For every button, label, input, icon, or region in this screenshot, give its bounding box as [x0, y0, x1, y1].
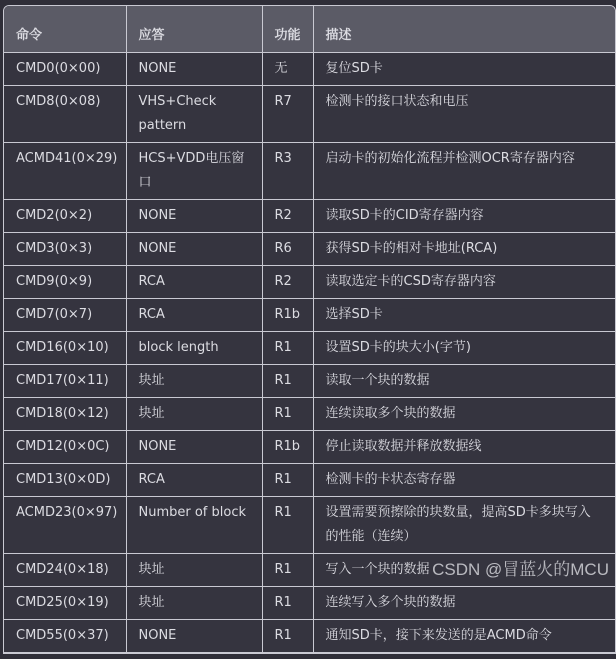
table-row: [4, 53, 615, 86]
cell-command: [4, 332, 126, 365]
cell-text: CMD2(0×2): [16, 208, 93, 223]
cell-text: CMD9(0×9): [16, 274, 93, 289]
cell-function: [262, 332, 313, 365]
table-row: [4, 86, 615, 143]
cell-text: NONE: [138, 241, 177, 256]
cell-response: [126, 464, 262, 497]
cell-response: [126, 365, 262, 398]
cell-command: [4, 266, 126, 299]
table-row: [4, 587, 615, 620]
cell-text: VHS+Check pattern: [138, 94, 217, 133]
cell-text: CMD55(0×37): [16, 628, 109, 643]
cell-function: [262, 86, 313, 143]
cell-command: [4, 143, 126, 200]
cell-text: R2: [274, 274, 292, 289]
cell-response: [126, 53, 262, 86]
cell-text: NONE: [138, 439, 177, 454]
cell-text: R1: [274, 373, 292, 388]
cell-description: [313, 332, 615, 365]
cell-text: 块址: [138, 595, 165, 610]
cell-text: Number of block: [138, 505, 247, 520]
cell-function: [262, 233, 313, 266]
header-command: 命令: [4, 6, 126, 53]
cell-text: R2: [274, 208, 292, 223]
cell-response: [126, 497, 262, 554]
cell-response: [126, 431, 262, 464]
cell-text: CMD18(0×12): [16, 406, 109, 421]
cell-function: [262, 299, 313, 332]
table-row: [4, 554, 615, 587]
cell-function: [262, 620, 313, 653]
table-row: [4, 398, 615, 431]
cell-text: R1: [274, 562, 292, 577]
cell-command: [4, 497, 126, 554]
cell-text: CMD0(0×00): [16, 61, 101, 76]
cell-text: R1: [274, 505, 292, 520]
cell-text: RCA: [138, 274, 165, 289]
cell-command: [4, 398, 126, 431]
cell-function: [262, 398, 313, 431]
cell-text: block length: [138, 340, 219, 355]
table-row: [4, 365, 615, 398]
cell-description: [313, 143, 615, 200]
cell-response: [126, 266, 262, 299]
cell-text: CMD25(0×19): [16, 595, 109, 610]
cell-text: 获得SD卡的相对卡地址(RCA): [325, 241, 498, 256]
cell-description: [313, 266, 615, 299]
table-row: [4, 143, 615, 200]
table-row: [4, 233, 615, 266]
cell-text: NONE: [138, 61, 177, 76]
table-row: [4, 431, 615, 464]
cell-text: CMD12(0×0C): [16, 439, 110, 454]
header-description: 描述: [313, 6, 615, 53]
cell-command: [4, 233, 126, 266]
cell-text: 块址: [138, 562, 165, 577]
cell-description: [313, 464, 615, 497]
cell-description: [313, 431, 615, 464]
cell-text: 复位SD卡: [325, 61, 383, 76]
cell-text: HCS+VDD电压窗口: [138, 151, 245, 190]
cell-response: [126, 398, 262, 431]
cell-response: [126, 233, 262, 266]
cell-command: [4, 431, 126, 464]
cell-command: [4, 587, 126, 620]
cell-response: [126, 554, 262, 587]
sd-command-table: [3, 5, 616, 654]
cell-text: R1: [274, 595, 292, 610]
table-row: [4, 266, 615, 299]
cell-command: [4, 299, 126, 332]
cell-response: [126, 299, 262, 332]
cell-text: R1b: [274, 307, 301, 322]
cell-function: [262, 266, 313, 299]
cell-function: [262, 200, 313, 233]
cell-function: [262, 53, 313, 86]
cell-text: CMD8(0×08): [16, 94, 101, 109]
cell-command: [4, 554, 126, 587]
table-row: [4, 464, 615, 497]
cell-text: CMD24(0×18): [16, 562, 109, 577]
cell-text: ACMD23(0×97): [16, 505, 118, 520]
cell-text: CMD3(0×3): [16, 241, 93, 256]
cell-text: 设置需要预擦除的块数量，提高SD卡多块写入的性能（连续）: [325, 505, 591, 544]
cell-description: [313, 53, 615, 86]
cell-text: RCA: [138, 307, 165, 322]
cell-description: [313, 620, 615, 653]
watermark: CSDN @冒蓝火的MCU: [432, 560, 609, 579]
cell-description: [313, 398, 615, 431]
cell-text: 检测卡的卡状态寄存器: [325, 472, 456, 487]
cell-text: R1b: [274, 439, 301, 454]
cell-text: 启动卡的初始化流程并检测OCR寄存器内容: [325, 151, 575, 166]
cell-description: [313, 299, 615, 332]
cell-description: [313, 233, 615, 266]
cell-function: [262, 431, 313, 464]
cell-function: [262, 497, 313, 554]
cell-text: 设置SD卡的块大小(字节): [325, 340, 471, 355]
table-header: [4, 6, 615, 53]
cell-text: R1: [274, 472, 292, 487]
cell-text: RCA: [138, 472, 165, 487]
cell-response: [126, 332, 262, 365]
cell-text: 块址: [138, 373, 165, 388]
table-row: [4, 200, 615, 233]
cell-text: R1: [274, 628, 292, 643]
cell-command: [4, 86, 126, 143]
cell-description: [313, 200, 615, 233]
cell-text: CMD7(0×7): [16, 307, 93, 322]
cell-text: 停止读取数据并释放数据线: [325, 439, 482, 454]
cell-response: [126, 143, 262, 200]
table-row: [4, 497, 615, 554]
cell-command: [4, 464, 126, 497]
cell-text: 块址: [138, 406, 165, 421]
cell-text: CMD16(0×10): [16, 340, 109, 355]
cell-text: R3: [274, 151, 292, 166]
cell-description: [313, 587, 615, 620]
cell-text: 选择SD卡: [325, 307, 383, 322]
cell-description: [313, 86, 615, 143]
cell-command: [4, 365, 126, 398]
cell-text: R1: [274, 406, 292, 421]
cell-text: ACMD41(0×29): [16, 151, 118, 166]
cell-response: [126, 200, 262, 233]
cell-description: [313, 554, 615, 587]
cell-text: NONE: [138, 208, 177, 223]
cell-text: 写入一个块的数据: [325, 562, 430, 577]
cell-text: 读取选定卡的CSD寄存器内容: [325, 274, 496, 289]
cell-description: [313, 365, 615, 398]
cell-function: [262, 587, 313, 620]
cell-text: 无: [274, 61, 288, 76]
cell-response: [126, 86, 262, 143]
cell-text: R1: [274, 340, 292, 355]
cell-text: R6: [274, 241, 292, 256]
header-function: 功能: [262, 6, 313, 53]
cell-text: 读取SD卡的CID寄存器内容: [325, 208, 484, 223]
cell-function: [262, 554, 313, 587]
cell-text: 连续写入多个块的数据: [325, 595, 456, 610]
table-row: [4, 620, 615, 653]
cell-response: [126, 587, 262, 620]
cell-text: 检测卡的接口状态和电压: [325, 94, 469, 109]
table-row: [4, 299, 615, 332]
cell-description: [313, 497, 615, 554]
cell-text: R7: [274, 94, 292, 109]
cell-function: [262, 143, 313, 200]
cell-text: CMD17(0×11): [16, 373, 109, 388]
header-response: 应答: [126, 6, 262, 53]
cell-text: 连续读取多个块的数据: [325, 406, 456, 421]
cell-text: CMD13(0×0D): [16, 472, 111, 487]
cell-response: [126, 620, 262, 653]
cell-text: 通知SD卡，接下来发送的是ACMD命令: [325, 628, 552, 643]
cell-function: [262, 365, 313, 398]
cell-text: 读取一个块的数据: [325, 373, 430, 388]
cell-command: [4, 53, 126, 86]
cell-function: [262, 464, 313, 497]
cell-command: [4, 620, 126, 653]
table-row: [4, 332, 615, 365]
cell-command: [4, 200, 126, 233]
cell-text: NONE: [138, 628, 177, 643]
